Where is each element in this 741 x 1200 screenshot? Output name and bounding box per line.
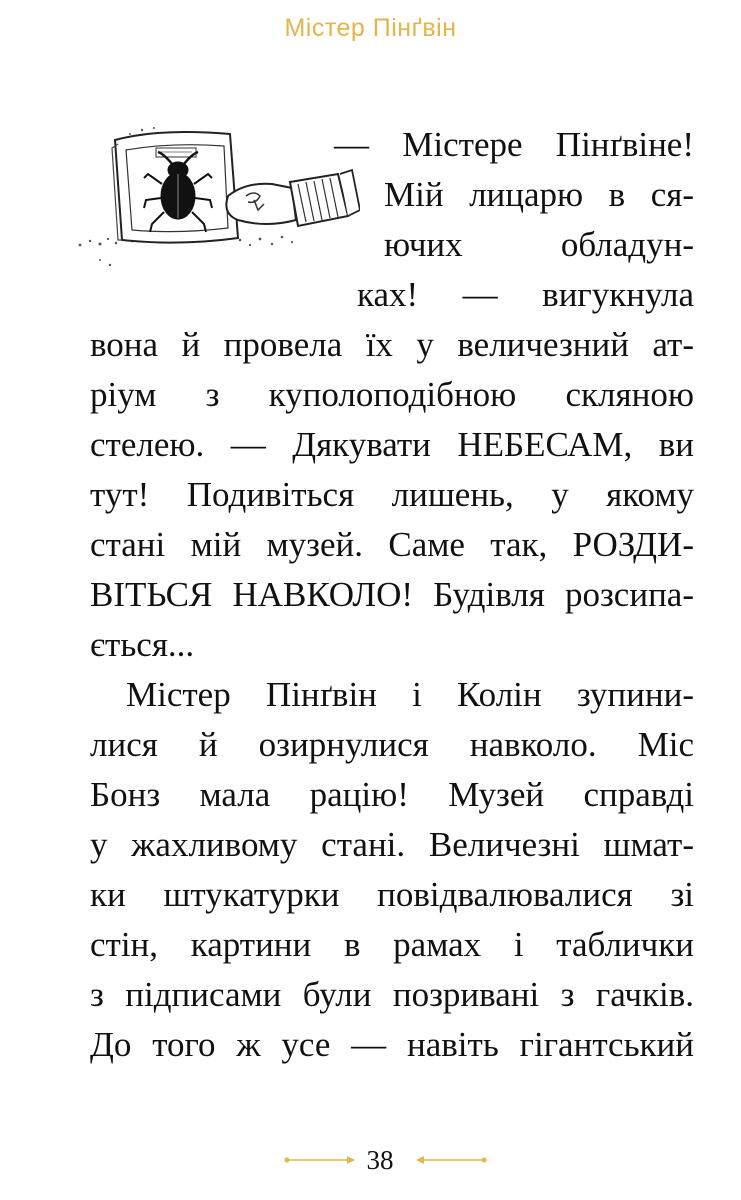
text-line: ки штукатурки повідвалювалися зі xyxy=(90,875,694,914)
beetle-specimen-case-icon xyxy=(60,100,360,280)
text-line: стані мій музей. Саме так, РОЗДИ- xyxy=(90,525,694,564)
text-line: з підписами були позривані з гачків. xyxy=(90,975,694,1014)
text-line: ючих обладун- xyxy=(384,225,694,264)
text-line: тут! Подивіться лишень, у якому xyxy=(90,475,694,514)
text-line: Мій лицарю в ся- xyxy=(384,175,694,214)
text-line: стелею. — Дякувати НЕБЕСАМ, ви xyxy=(90,425,694,464)
text-line: Бонз мала рацію! Музей справді xyxy=(90,775,694,814)
text-line: стін, картини в рамах і таблички xyxy=(90,925,694,964)
running-header: Містер Пінґвін xyxy=(284,14,457,42)
text-line: у жахливому стані. Величезні шмат- xyxy=(90,825,694,864)
text-line: До того ж усе — навіть гігантський xyxy=(90,1025,694,1064)
text-line: вона й провела їх у величезний ат- xyxy=(90,325,694,364)
ornament-right-icon xyxy=(408,1140,488,1180)
text-line: Містер Пінґвін і Колін зупини- xyxy=(126,675,694,714)
text-line: ках! — вигукнула xyxy=(357,275,694,314)
text-line: ВІТЬСЯ НАВКОЛО! Будівля розсипа- xyxy=(90,575,694,614)
text-line: лися й озирнулися навколо. Міс xyxy=(90,725,694,764)
page-number: 38 xyxy=(366,1145,394,1175)
text-line: ється... xyxy=(90,625,195,664)
text-line: — Містере Пінґвіне! xyxy=(334,125,694,164)
text-line: ріум з куполоподібною скляною xyxy=(90,375,694,414)
page-footer xyxy=(0,1140,741,1180)
